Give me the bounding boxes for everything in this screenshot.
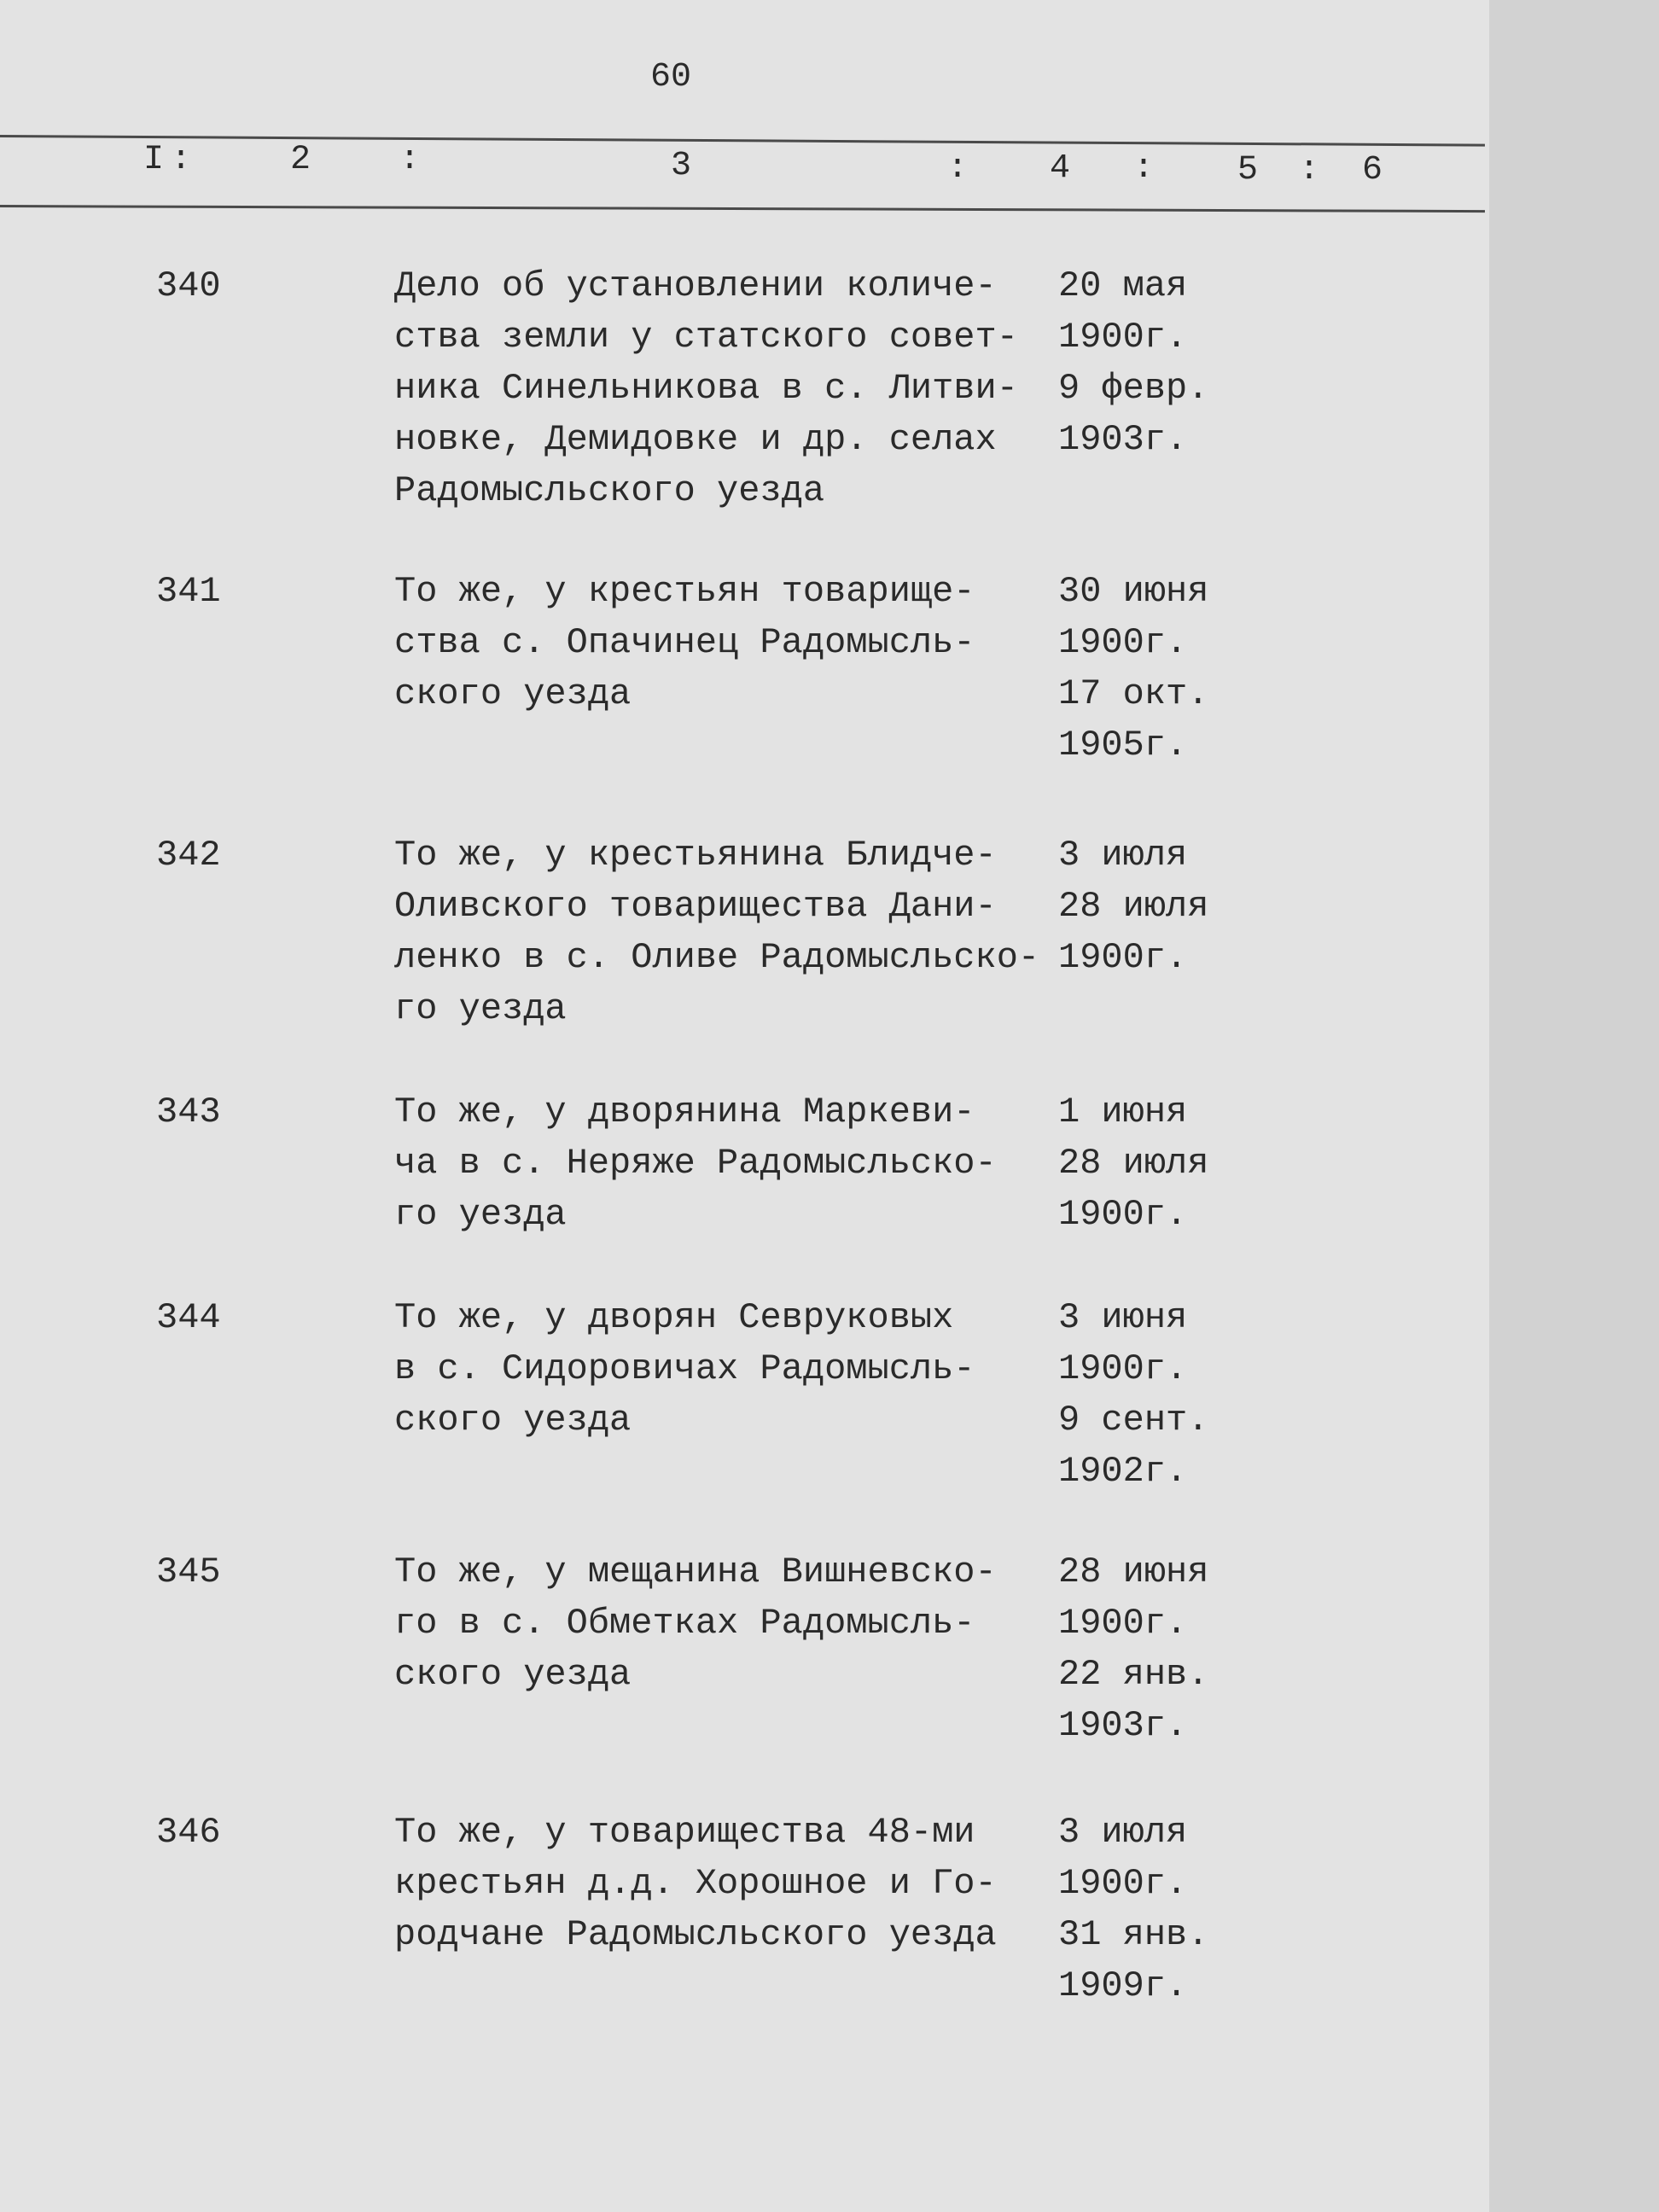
description-line: ча в с. Неряже Радомысльско- — [394, 1143, 997, 1184]
description-line: ства земли у статского совет- — [394, 317, 1018, 358]
description-line: Дело об установлении количе- — [394, 265, 997, 306]
column-separator: : — [1133, 149, 1155, 188]
entry-dates — [1058, 830, 1208, 983]
column-separator: : — [947, 149, 969, 188]
description-line: То же, у крестьян товарище- — [394, 571, 975, 612]
date-line: 1900г. — [1058, 622, 1188, 663]
date-line: 1900г. — [1058, 317, 1188, 358]
column-separator: : — [1299, 151, 1320, 189]
entry-dates — [1058, 260, 1208, 465]
date-line: 1903г. — [1058, 419, 1188, 460]
entry-description — [394, 260, 1018, 516]
description-line: крестьян д.д. Хорошное и Го- — [394, 1863, 997, 1904]
date-line: 1902г. — [1058, 1451, 1188, 1492]
entry-dates — [1058, 1546, 1208, 1751]
description-line: ства с. Опачинец Радомысль- — [394, 622, 975, 663]
date-line: 1900г. — [1058, 1194, 1188, 1235]
column-header-5: 5 — [1237, 151, 1259, 189]
entry-description — [394, 566, 975, 719]
entry-number: 341 — [156, 571, 221, 612]
description-line: Радомысльского уезда — [394, 470, 825, 511]
entry-description — [394, 1807, 997, 1960]
date-line: 3 июля — [1058, 835, 1188, 876]
column-header-4: 4 — [1050, 149, 1071, 188]
date-line: 30 июня — [1058, 571, 1209, 612]
description-line: го в с. Обметках Радомысль- — [394, 1603, 975, 1644]
entry-dates — [1058, 1086, 1208, 1240]
date-line: 9 сент. — [1058, 1400, 1209, 1441]
date-line: 1900г. — [1058, 937, 1188, 978]
description-line: То же, у товарищества 48-ми — [394, 1812, 975, 1853]
column-separator: : — [171, 141, 192, 179]
column-header-6: 6 — [1362, 151, 1383, 189]
date-line: 9 февр. — [1058, 368, 1209, 409]
date-line: 20 мая — [1058, 265, 1188, 306]
entry-dates — [1058, 1292, 1208, 1497]
entry-description — [394, 1086, 997, 1240]
description-line: родчане Радомысльского уезда — [394, 1914, 997, 1955]
date-line: 3 июня — [1058, 1297, 1188, 1338]
description-line: го уезда — [394, 988, 567, 1029]
date-line: 1900г. — [1058, 1863, 1188, 1904]
description-line: ского уезда — [394, 1400, 632, 1441]
description-line: ского уезда — [394, 673, 632, 714]
page-number: 60 — [650, 58, 692, 96]
entry-number: 342 — [156, 835, 221, 876]
description-line: То же, у дворянина Маркеви- — [394, 1091, 975, 1132]
column-header-2: 2 — [290, 141, 311, 179]
entry-dates — [1058, 1807, 1208, 2011]
description-line: новке, Демидовке и др. селах — [394, 419, 997, 460]
date-line: 1909г. — [1058, 1965, 1188, 2006]
description-line: То же, у дворян Севруковых — [394, 1297, 954, 1338]
entry-number: 346 — [156, 1812, 221, 1853]
date-line: 1 июня — [1058, 1091, 1188, 1132]
entry-number: 340 — [156, 265, 221, 306]
date-line: 28 июля — [1058, 886, 1209, 927]
date-line: 28 июня — [1058, 1551, 1209, 1592]
date-line: 28 июля — [1058, 1143, 1209, 1184]
description-line: ника Синельникова в с. Литви- — [394, 368, 1018, 409]
date-line: 22 янв. — [1058, 1654, 1209, 1695]
date-line: 3 июля — [1058, 1812, 1188, 1853]
description-line: го уезда — [394, 1194, 567, 1235]
description-line: ского уезда — [394, 1654, 632, 1695]
column-header-3: 3 — [671, 147, 692, 185]
entry-number: 344 — [156, 1297, 221, 1338]
entry-number: 345 — [156, 1551, 221, 1592]
description-line: То же, у крестьянина Блидче- — [394, 835, 997, 876]
entry-description — [394, 830, 1039, 1034]
entry-description — [394, 1546, 997, 1700]
date-line: 1900г. — [1058, 1603, 1188, 1644]
page-margin — [1489, 0, 1659, 2212]
entry-number: 343 — [156, 1091, 221, 1132]
date-line: 1903г. — [1058, 1705, 1188, 1746]
description-line: ленко в с. Оливе Радомысльско- — [394, 937, 1040, 978]
column-separator: : — [399, 141, 421, 179]
column-header-1: I — [143, 141, 165, 179]
entry-dates — [1058, 566, 1208, 771]
description-line: в с. Сидоровичах Радомысль- — [394, 1348, 975, 1389]
date-line: 31 янв. — [1058, 1914, 1209, 1955]
date-line: 1900г. — [1058, 1348, 1188, 1389]
date-line: 17 окт. — [1058, 673, 1209, 714]
description-line: То же, у мещанина Вишневско- — [394, 1551, 997, 1592]
entry-description — [394, 1292, 975, 1446]
description-line: Оливского товарищества Дани- — [394, 886, 997, 927]
date-line: 1905г. — [1058, 725, 1188, 765]
